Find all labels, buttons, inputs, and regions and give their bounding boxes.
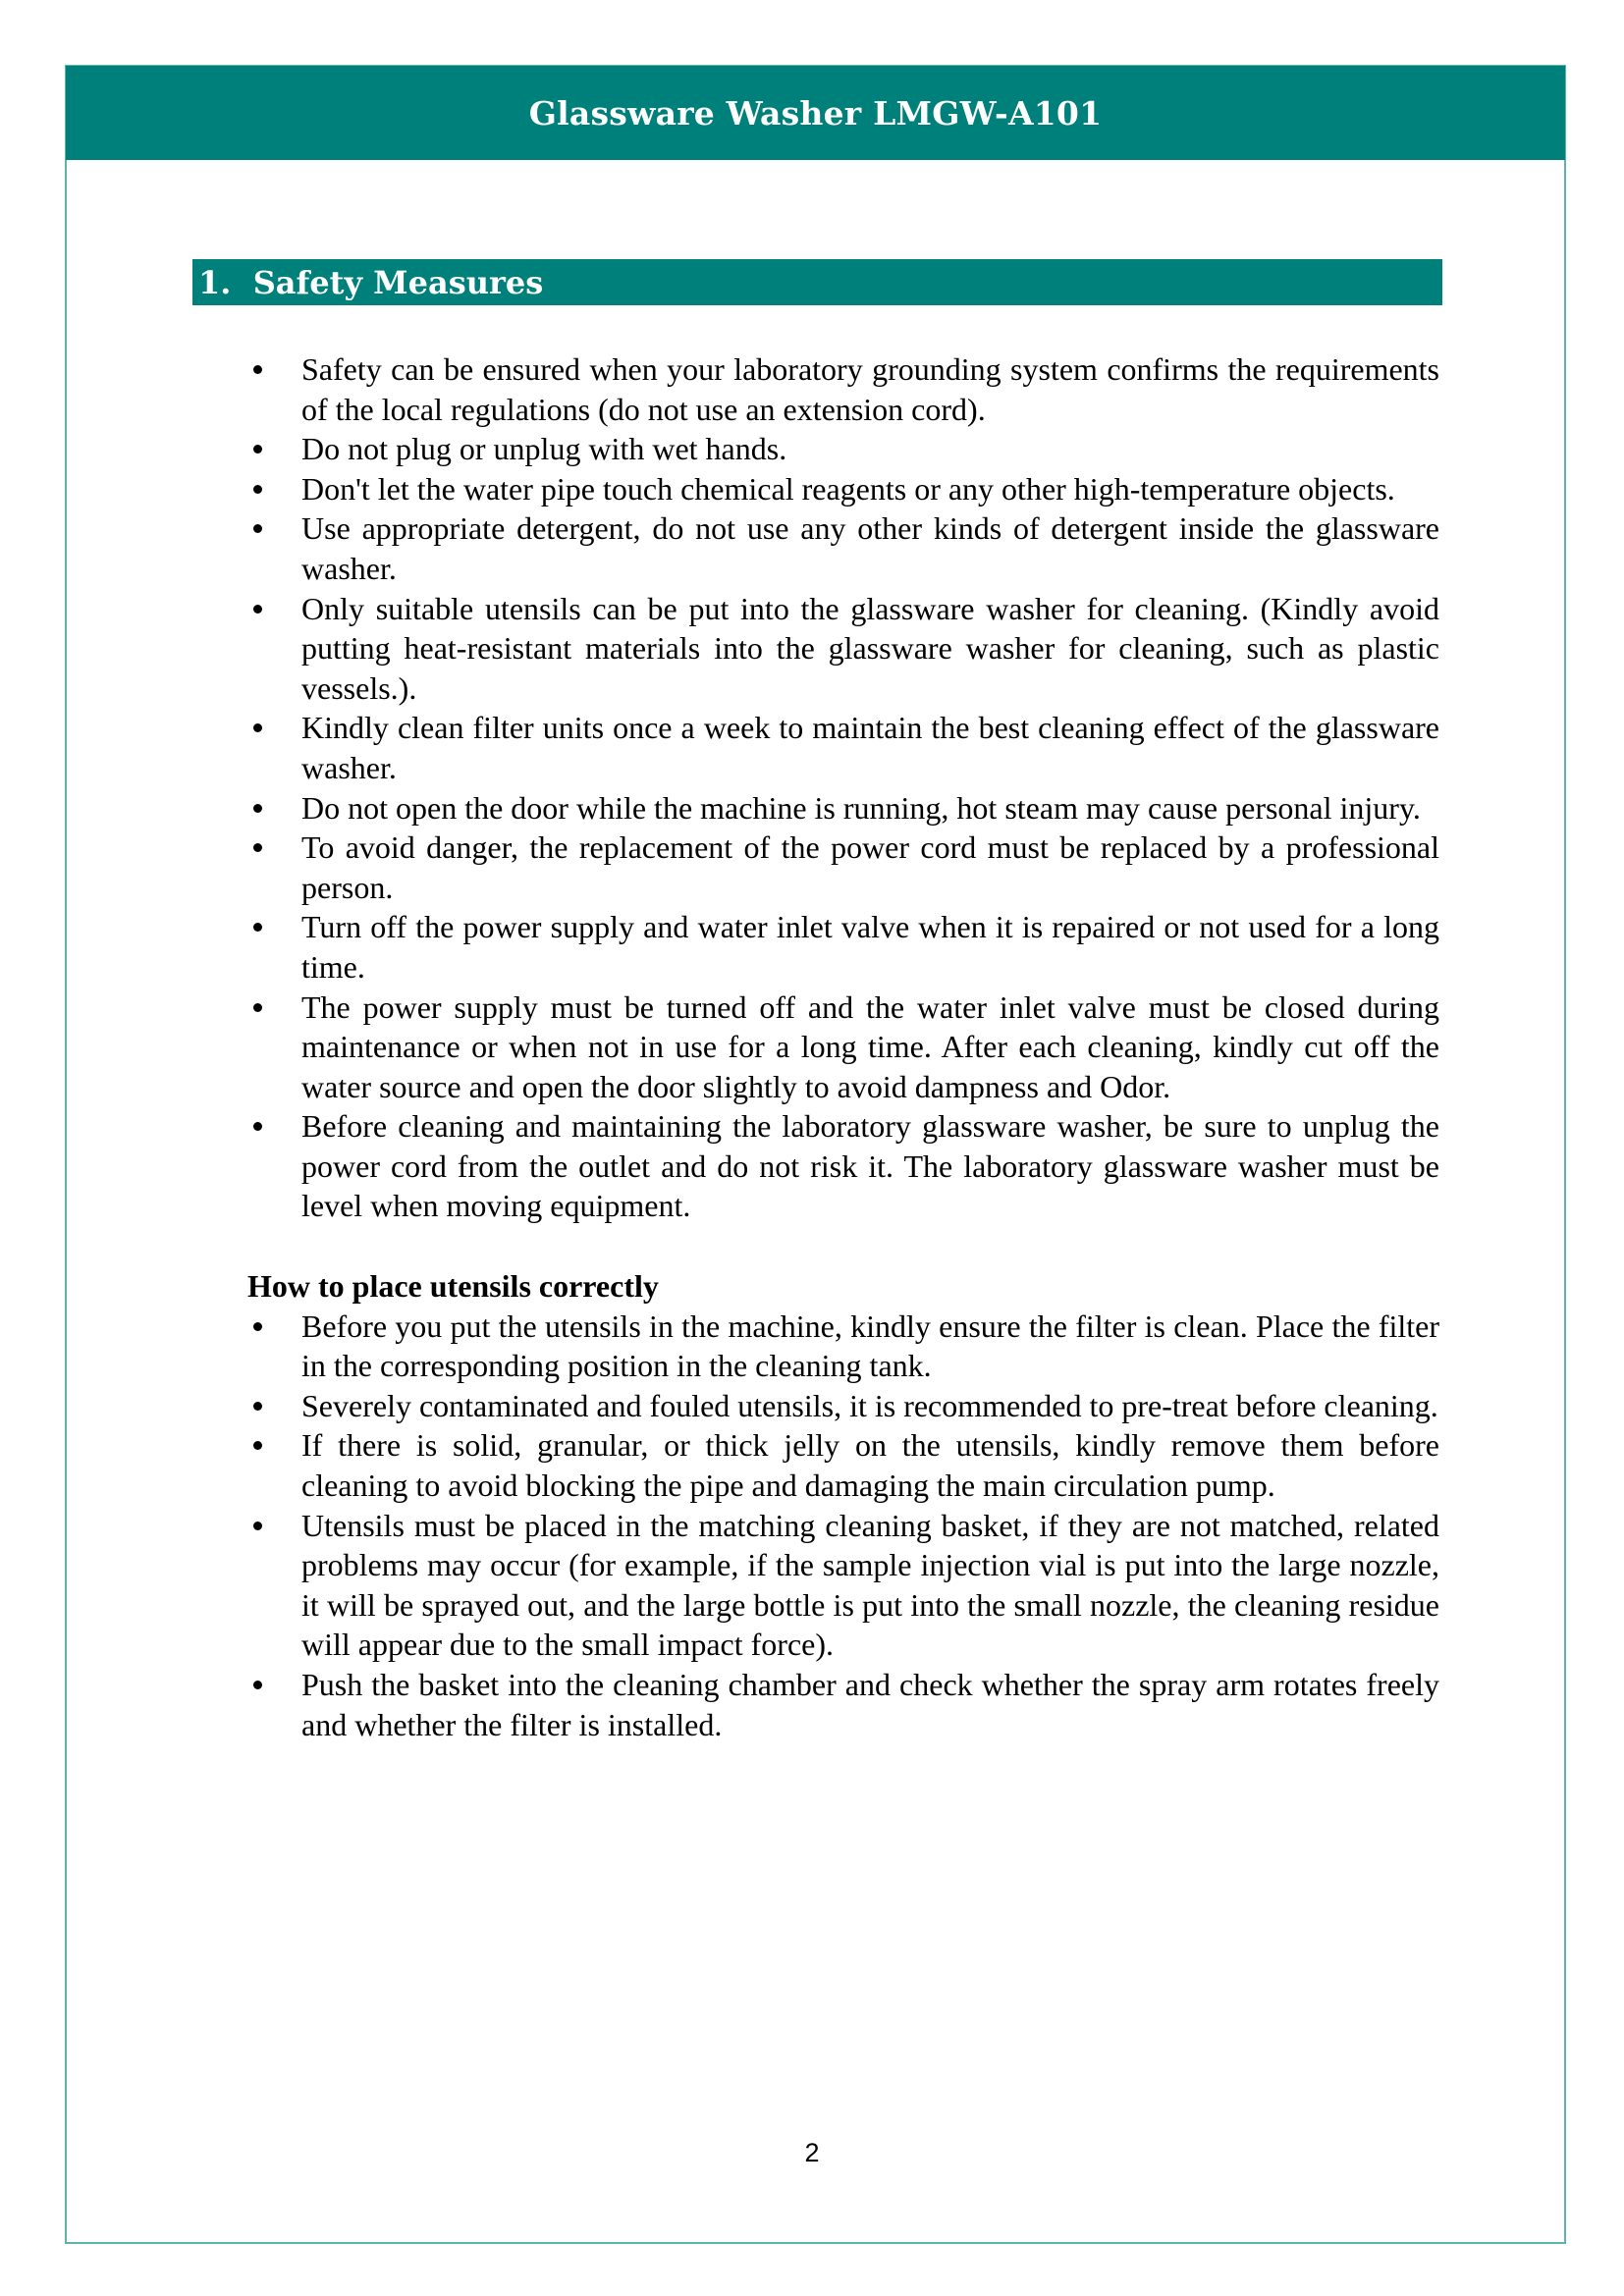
placement-list xyxy=(247,1307,1439,1745)
list-item: Kindly clean filter units once a week to maintain the best cleaning effect of the glassware washer. xyxy=(247,708,1439,787)
bullet-icon xyxy=(253,1122,262,1131)
bullet-icon xyxy=(253,605,262,614)
bullet-icon xyxy=(253,485,262,494)
bullet-icon xyxy=(253,1402,262,1411)
subheading-placement: How to place utensils correctly xyxy=(247,1268,659,1305)
list-item: Severely contaminated and fouled utensils, it is recommended to pre-treat before cleaning. xyxy=(247,1386,1439,1426)
list-item: Utensils must be placed in the matching cleaning basket, if they are not matched, related problems may occur (for example, if the sample injection vial is put into the large nozzle, it will be sprayed out, and the large bottle is put into the small nozzle, the cleaning residue will appear due to the small impact force). xyxy=(247,1506,1439,1665)
page-number: 2 xyxy=(804,2138,820,2167)
page-content xyxy=(247,349,1439,1744)
bullet-icon xyxy=(253,524,262,533)
bullet-icon xyxy=(253,1441,262,1450)
section-title: 1. Safety Measures xyxy=(198,263,544,301)
bullet-icon xyxy=(253,723,262,732)
bullet-icon xyxy=(253,843,262,852)
bullet-icon xyxy=(253,804,262,813)
list-item: If there is solid, granular, or thick jelly on the utensils, kindly remove them before cleaning to avoid blocking the pipe and damaging the main circulation pump. xyxy=(247,1425,1439,1505)
list-item: Before you put the utensils in the machine, kindly ensure the filter is clean. Place the filter in the corresponding position in the cleaning tank. xyxy=(247,1307,1439,1386)
list-item: Don't let the water pipe touch chemical reagents or any other high-temperature objects. xyxy=(247,469,1439,509)
safety-list xyxy=(247,349,1439,1226)
bullet-icon xyxy=(253,445,262,454)
bullet-icon xyxy=(253,1681,262,1689)
bullet-icon xyxy=(253,1003,262,1012)
header-band xyxy=(66,66,1565,160)
bullet-icon xyxy=(253,923,262,932)
list-item: Do not plug or unplug with wet hands. xyxy=(247,429,1439,469)
document-title: Glassware Washer LMGW-A101 xyxy=(528,93,1103,133)
bullet-icon xyxy=(253,365,262,374)
section-heading-bar xyxy=(192,259,1442,305)
bullet-icon xyxy=(253,1322,262,1331)
list-item: Turn off the power supply and water inlet valve when it is repaired or not used for a long time. xyxy=(247,907,1439,987)
list-item: Use appropriate detergent, do not use any other kinds of detergent inside the glassware washer. xyxy=(247,508,1439,588)
list-item: Safety can be ensured when your laboratory grounding system confirms the requirements of the local regulations (do not use an extension cord). xyxy=(247,349,1439,429)
list-item: Push the basket into the cleaning chamber and check whether the spray arm rotates freely and whether the filter is installed. xyxy=(247,1665,1439,1744)
list-item: Do not open the door while the machine is running, hot steam may cause personal injury. xyxy=(247,788,1439,828)
bullet-icon xyxy=(253,1522,262,1530)
list-item: The power supply must be turned off and the water inlet valve must be closed during maintenance or when not in use for a long time. After each cleaning, kindly cut off the water source and open the door slightly to avoid dampness and Odor. xyxy=(247,988,1439,1107)
list-item: To avoid danger, the replacement of the power cord must be replaced by a professional person. xyxy=(247,828,1439,907)
list-item: Before cleaning and maintaining the laboratory glassware washer, be sure to unplug the power cord from the outlet and do not risk it. The laboratory glassware washer must be level when moving equipment. xyxy=(247,1106,1439,1226)
list-item: Only suitable utensils can be put into the glassware washer for cleaning. (Kindly avoid putting heat-resistant materials into the glassware washer for cleaning, such as plastic vessels.). xyxy=(247,589,1439,709)
